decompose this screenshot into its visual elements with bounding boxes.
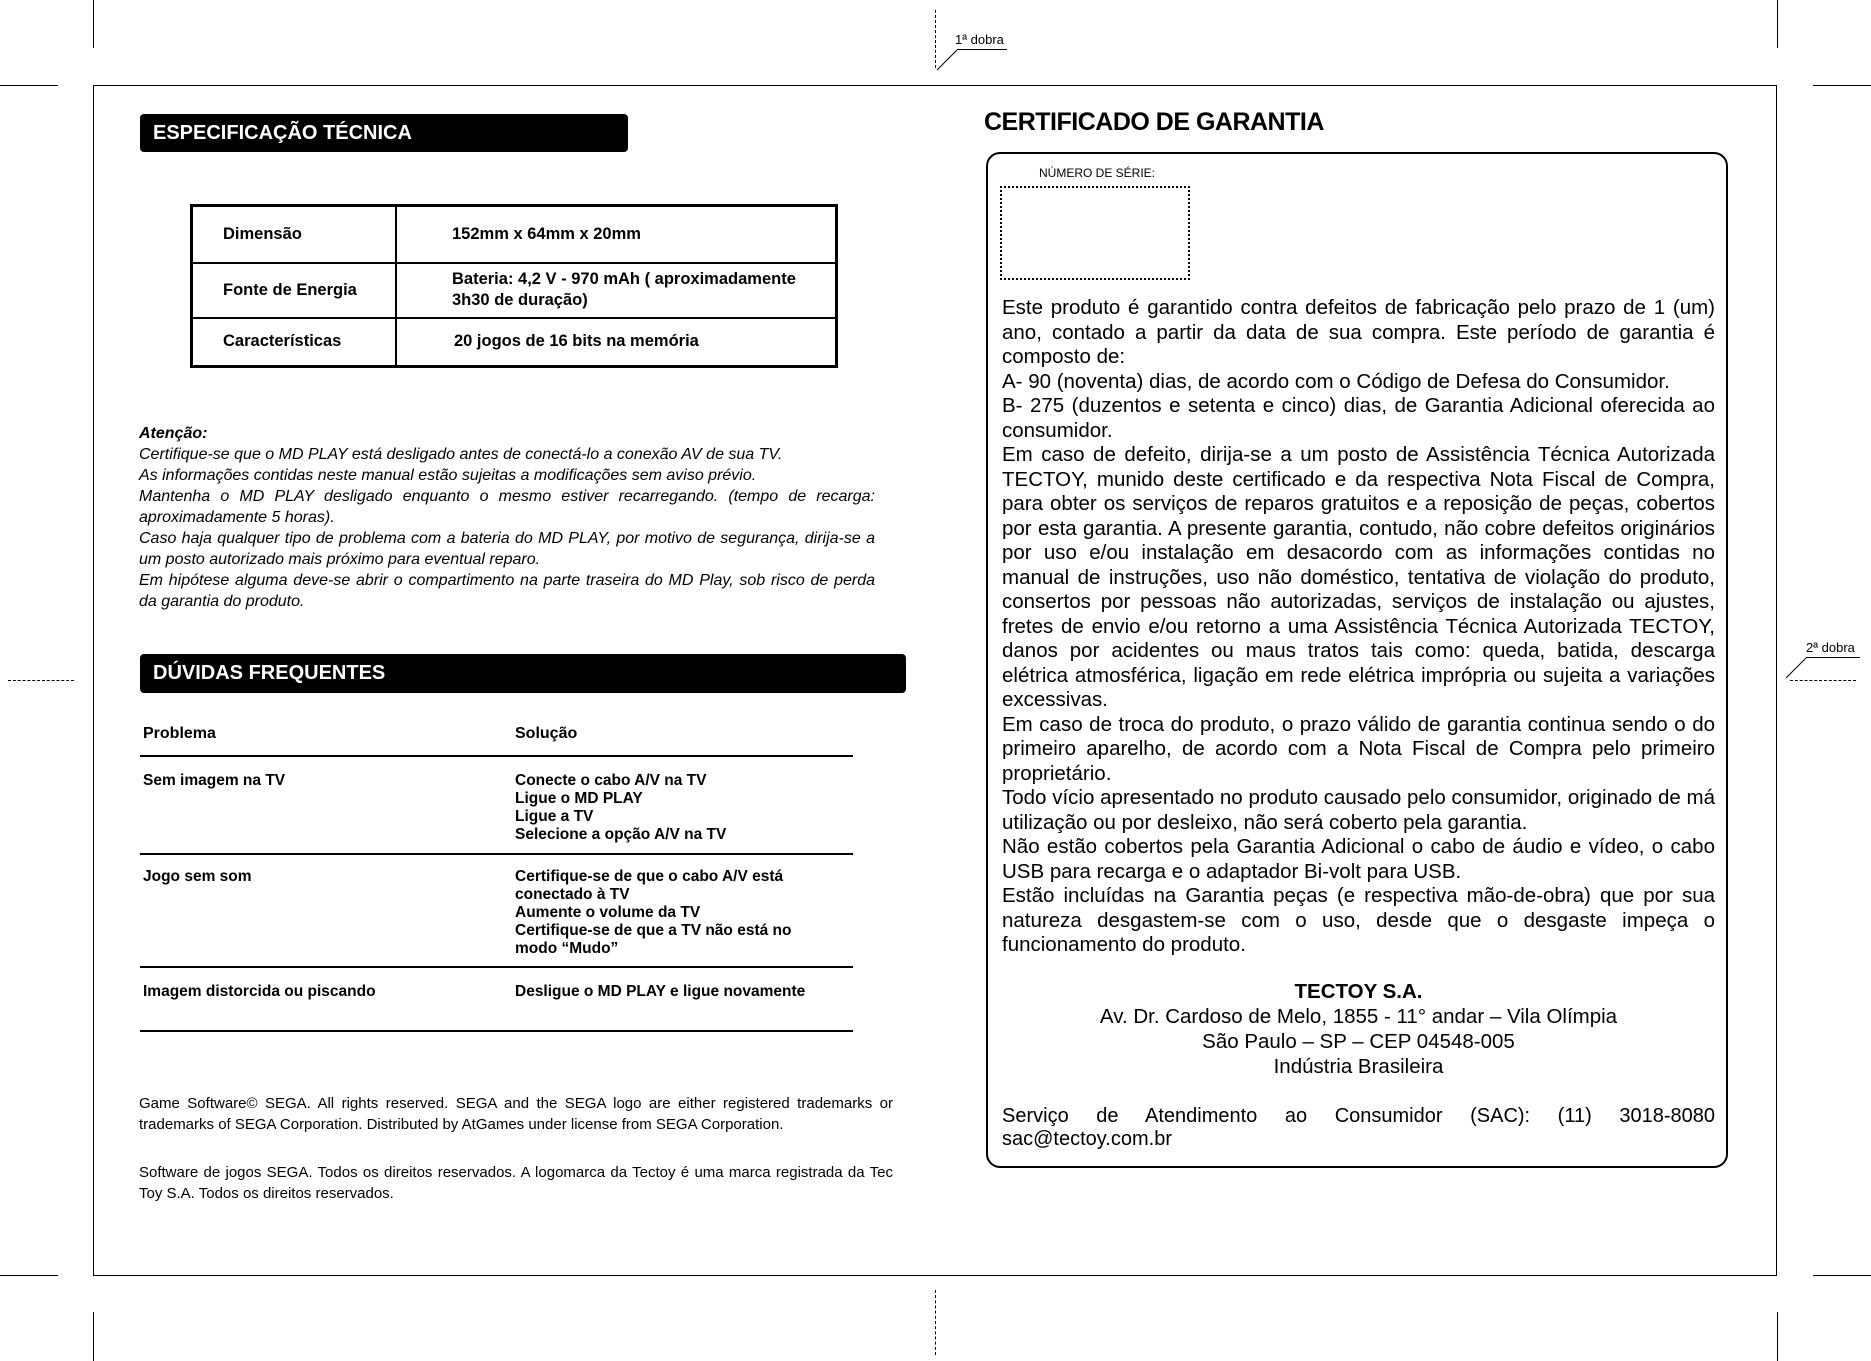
fold-leader-line xyxy=(935,48,960,72)
company-city: São Paulo – SP – CEP 04548-005 xyxy=(1202,1030,1515,1053)
crop-mark xyxy=(1777,1312,1778,1361)
fold-underline xyxy=(1806,657,1860,658)
attention-heading: Atenção: xyxy=(139,425,208,442)
warranty-text xyxy=(1002,296,1715,958)
company-address: Av. Dr. Cardoso de Melo, 1855 - 11° andar – Vila Olímpia xyxy=(1099,1005,1618,1028)
warranty-title: CERTIFICADO DE GARANTIA xyxy=(984,108,1324,136)
spec-table xyxy=(190,204,838,368)
crop-mark xyxy=(0,85,58,86)
faq-solution-line: Conecte o cabo A/V na TV xyxy=(515,772,707,789)
faq-solution-line: Certifique-se de que o cabo A/V está xyxy=(515,868,784,885)
faq-solution-line: Desligue o MD PLAY e ligue novamente xyxy=(515,983,806,1000)
faq-solution xyxy=(515,772,726,844)
faq-rule xyxy=(140,755,853,757)
fold-mark xyxy=(935,1290,936,1355)
legal-en: Game Software© SEGA. All rights reserved. SEGA and the SEGA logo are either registered trademarks or trademarks of SEGA Corporation. Distributed by AtGames under license from SEGA Corporation. xyxy=(139,1095,893,1133)
faq-rule xyxy=(140,966,853,968)
company-name: TECTOY S.A. xyxy=(1294,980,1423,1003)
attention-block xyxy=(139,423,875,612)
warranty-paragraph: B- 275 (duzentos e setenta e cinco) dias, de Garantia Adicional oferecida ao consumidor. xyxy=(1002,394,1715,442)
spec-label: Fonte de Energia xyxy=(192,263,397,318)
warranty-paragraph: Em caso de defeito, dirija-se a um posto de Assistência Técnica Autorizada TECTOY, munido deste certificado e da respectiva Nota Fiscal de Compra, para obter os serviços de reparos gratuitos e a reposição de peças, cobertos por esta garantia. A presente garantia, contudo, não cobre defeitos originários por uso e/ou instalação em desacordo com as informações contidas no manual de instruções, uso não doméstico, tentativa de violação do produto, consertos por pessoas não autorizadas, serviços de instalação ou ajustes, fretes de envio e/ou retorno a uma Assistência Técnica Autorizada TECTOY, danos por acidentes ou maus tratos tais como: queda, batida, descarga elétrica atmosférica, ligação em rede elétrica imprópria ou sujeita a variações excessivas. xyxy=(1002,443,1715,711)
faq-problem: Imagem distorcida ou piscando xyxy=(143,983,376,1000)
faq-rule xyxy=(140,853,853,855)
spec-label: Dimensão xyxy=(192,206,397,263)
crop-mark xyxy=(1777,0,1778,48)
crop-mark xyxy=(0,1275,58,1276)
warranty-paragraph: Todo vício apresentado no produto causado pelo consumidor, originado de má utilização ou por desleixo, não será coberto pela garantia. xyxy=(1002,786,1715,834)
fold-leader-line xyxy=(1784,656,1809,680)
faq-solution-line: conectado à TV xyxy=(515,886,630,903)
warranty-paragraph: Este produto é garantido contra defeitos de fabricação pelo prazo de 1 (um) ano, contado a partir da data de sua compra. Este período de garantia é composto de: xyxy=(1002,296,1715,368)
attention-line: Caso haja qualquer tipo de problema com a bateria do MD PLAY, por motivo de segurança, dirija-se a um posto autorizado mais próximo para eventual reparo. xyxy=(139,530,875,568)
faq-solution xyxy=(515,983,805,1001)
crop-mark xyxy=(1813,1275,1871,1276)
fold-mark xyxy=(8,680,74,681)
crop-mark xyxy=(1813,85,1871,86)
sac-contact: Serviço de Atendimento ao Consumidor (SAC): (11) 3018-8080 sac@tectoy.com.br xyxy=(1002,1105,1715,1150)
warranty-paragraph: Estão incluídas na Garantia peças (e respectiva mão-de-obra) que por sua natureza desgastem-se com o uso, desde que o desgaste impeça o funcionamento do produto. xyxy=(1002,884,1715,956)
fold-mark xyxy=(1790,680,1856,681)
warranty-paragraph: A- 90 (noventa) dias, de acordo com o Código de Defesa do Consumidor. xyxy=(1002,369,1670,393)
fold-label-second: 2ª dobra xyxy=(1806,640,1855,655)
faq-solution-line: Aumente o volume da TV xyxy=(515,904,701,921)
faq-rule xyxy=(140,1030,853,1032)
company-origin: Indústria Brasileira xyxy=(1273,1055,1444,1078)
spec-value: 152mm x 64mm x 20mm xyxy=(396,206,837,263)
spec-value: 20 jogos de 16 bits na memória xyxy=(396,318,837,367)
serial-number-label: NÚMERO DE SÉRIE: xyxy=(1039,166,1156,180)
warranty-paragraph: Não estão cobertos pela Garantia Adicional o cabo de áudio e vídeo, o cabo USB para recarga e o adaptador Bi-volt para USB. xyxy=(1002,835,1715,883)
fold-label-first: 1ª dobra xyxy=(955,32,1004,47)
faq-col-solution: Solução xyxy=(515,725,578,742)
faq-problem: Jogo sem som xyxy=(143,868,252,885)
crop-mark xyxy=(93,0,94,48)
attention-line: As informações contidas neste manual estão sujeitas a modificações sem aviso prévio. xyxy=(139,467,757,484)
attention-line: Certifique-se que o MD PLAY está desligado antes de conectá-lo a conexão AV de sua TV. xyxy=(139,446,783,463)
attention-line: Mantenha o MD PLAY desligado enquanto o mesmo estiver recarregando. (tempo de recarga: aproximadamente 5 horas). xyxy=(139,488,875,526)
faq-section-title: DÚVIDAS FREQUENTES xyxy=(140,654,906,693)
faq-solution-line: Ligue o MD PLAY xyxy=(515,790,643,807)
faq-solution-line: Certifique-se de que a TV não está no xyxy=(515,922,792,939)
crop-mark xyxy=(93,1312,94,1361)
faq-col-problem: Problema xyxy=(143,725,216,742)
faq-solution-line: Ligue a TV xyxy=(515,808,594,825)
faq-solution xyxy=(515,868,791,958)
spec-row xyxy=(192,318,837,367)
spec-label: Características xyxy=(192,318,397,367)
faq-problem: Sem imagem na TV xyxy=(143,772,286,789)
spec-row xyxy=(192,206,837,263)
legal-pt: Software de jogos SEGA. Todos os direitos reservados. A logomarca da Tectoy é uma marca registrada da Tec Toy S.A. Todos os direitos reservados. xyxy=(139,1164,893,1202)
spec-section-title: ESPECIFICAÇÃO TÉCNICA xyxy=(140,114,628,152)
spec-value: Bateria: 4,2 V - 970 mAh ( aproximadamente 3h30 de duração) xyxy=(396,263,837,318)
fold-underline xyxy=(957,49,1007,50)
serial-number-field[interactable] xyxy=(1000,186,1190,280)
faq-solution-line: modo “Mudo” xyxy=(515,940,619,957)
warranty-paragraph: Em caso de troca do produto, o prazo válido de garantia continua sendo o do primeiro aparelho, de acordo com a Nota Fiscal de Compra pelo primeiro proprietário. xyxy=(1002,712,1715,785)
faq-solution-line: Selecione a opção A/V na TV xyxy=(515,826,727,843)
spec-row xyxy=(192,263,837,318)
attention-line: Em hipótese alguma deve-se abrir o compartimento na parte traseira do MD Play, sob risco de perda da garantia do produto. xyxy=(139,572,875,610)
